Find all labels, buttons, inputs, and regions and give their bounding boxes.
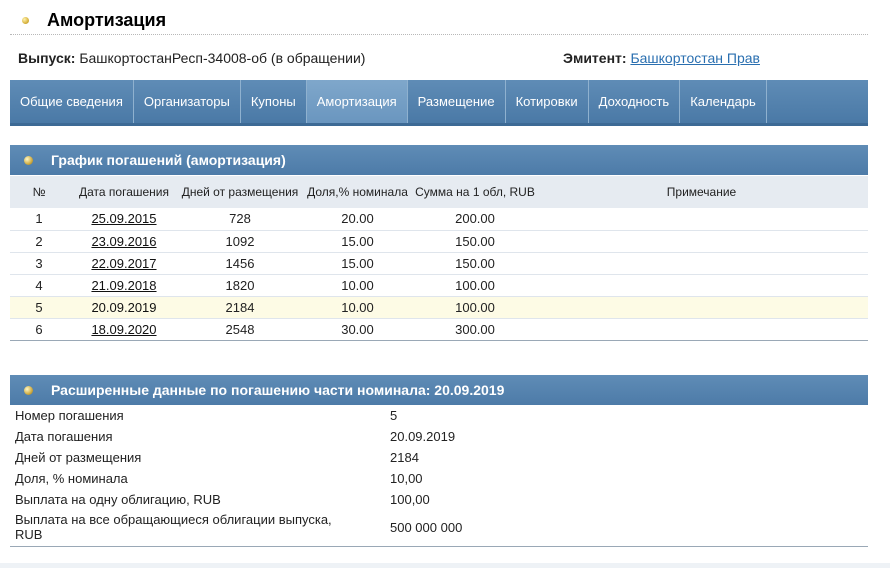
row-note xyxy=(535,318,868,340)
date-link[interactable]: 21.09.2018 xyxy=(91,277,157,293)
schedule-header xyxy=(10,145,868,175)
row-days: 1820 xyxy=(180,274,300,296)
table-row xyxy=(10,230,868,252)
row-days: 728 xyxy=(180,208,300,230)
row-note xyxy=(535,208,868,230)
col-days: Дней от размещения xyxy=(180,176,300,208)
details-title: Расширенные данные по погашению части номинала: 20.09.2019 xyxy=(51,382,505,398)
row-share: 15.00 xyxy=(300,252,415,274)
detail-value: 500 000 000 xyxy=(390,519,463,535)
row-num: 1 xyxy=(10,208,68,230)
page-header xyxy=(22,8,166,32)
row-amount: 150.00 xyxy=(415,230,535,252)
detail-label: Выплата на одну облигацию, RUB xyxy=(15,492,221,507)
page-title: Амортизация xyxy=(47,9,167,30)
row-note xyxy=(535,274,868,296)
row-note xyxy=(535,296,868,318)
detail-row xyxy=(10,489,868,510)
details-divider xyxy=(10,546,868,547)
tab-general[interactable]: Общие сведения xyxy=(10,80,134,123)
table-row xyxy=(10,208,868,230)
detail-value: 2184 xyxy=(390,450,419,465)
details-header xyxy=(10,375,868,405)
date-link[interactable]: 22.09.2017 xyxy=(91,255,157,271)
detail-value: 20.09.2019 xyxy=(390,429,456,444)
issue-info xyxy=(18,50,365,66)
row-num: 2 xyxy=(10,230,68,252)
detail-label: Дата погашения xyxy=(15,429,113,444)
detail-value: 5 xyxy=(390,408,398,423)
row-num: 4 xyxy=(10,274,68,296)
row-num: 6 xyxy=(10,318,68,340)
detail-row xyxy=(10,426,868,447)
details-table xyxy=(10,405,868,544)
detail-label: Номер погашения xyxy=(15,408,124,423)
row-share: 15.00 xyxy=(300,230,415,252)
row-num: 3 xyxy=(10,252,68,274)
detail-value: 10,00 xyxy=(390,471,423,486)
title-divider xyxy=(10,34,868,35)
table-header-row xyxy=(10,176,868,208)
row-days: 2548 xyxy=(180,318,300,340)
tab-quotes[interactable]: Котировки xyxy=(506,80,589,123)
detail-row xyxy=(10,510,868,544)
row-amount: 200.00 xyxy=(415,208,535,230)
row-amount: 300.00 xyxy=(415,318,535,340)
date-text: 20.09.2019 xyxy=(91,299,157,315)
schedule-table xyxy=(10,176,868,341)
schedule-title: График погашений (амортизация) xyxy=(51,152,286,168)
row-amount: 100.00 xyxy=(415,274,535,296)
row-amount: 150.00 xyxy=(415,252,535,274)
issuer-label: Эмитент: xyxy=(563,50,627,66)
tab-coupons[interactable]: Купоны xyxy=(241,80,307,123)
detail-label: Выплата на все обращающиеся облигации выпуска, RUB xyxy=(15,512,332,542)
detail-label: Доля, % номинала xyxy=(15,471,128,486)
row-share: 30.00 xyxy=(300,318,415,340)
table-row xyxy=(10,274,868,296)
bullet-icon xyxy=(24,386,33,395)
row-share: 20.00 xyxy=(300,208,415,230)
col-num: № xyxy=(10,176,68,208)
detail-value: 100,00 xyxy=(390,492,430,507)
footer-strip xyxy=(0,563,890,568)
row-days: 1456 xyxy=(180,252,300,274)
col-amount: Сумма на 1 обл, RUB xyxy=(415,176,535,208)
row-share: 10.00 xyxy=(300,296,415,318)
issue-label: Выпуск: xyxy=(18,50,76,66)
tab-placement[interactable]: Размещение xyxy=(408,80,506,123)
col-share: Доля,% номинала xyxy=(300,176,415,208)
issue-value: БашкортостанРесп-34008-об (в обращении) xyxy=(79,50,366,66)
bullet-icon xyxy=(22,17,29,24)
tab-calendar[interactable]: Календарь xyxy=(680,80,767,123)
bullet-icon xyxy=(24,156,33,165)
date-link[interactable]: 23.09.2016 xyxy=(91,233,157,249)
tab-organizers[interactable]: Организаторы xyxy=(134,80,241,123)
row-days: 2184 xyxy=(180,296,300,318)
table-row xyxy=(10,252,868,274)
issuer-link[interactable]: Башкортостан Прав xyxy=(630,50,760,66)
date-link[interactable]: 18.09.2020 xyxy=(91,321,157,337)
row-num: 5 xyxy=(10,296,68,318)
row-share: 10.00 xyxy=(300,274,415,296)
detail-label: Дней от размещения xyxy=(15,450,142,465)
issuer-info xyxy=(563,50,760,66)
table-row-selected xyxy=(10,296,868,318)
detail-row xyxy=(10,447,868,468)
row-days: 1092 xyxy=(180,230,300,252)
tab-bar xyxy=(10,80,868,126)
row-note xyxy=(535,230,868,252)
tab-yield[interactable]: Доходность xyxy=(589,80,681,123)
detail-row xyxy=(10,405,868,426)
tab-amortization[interactable]: Амортизация xyxy=(307,80,408,123)
row-amount: 100.00 xyxy=(415,296,535,318)
col-date: Дата погашения xyxy=(68,176,180,208)
row-note xyxy=(535,252,868,274)
table-row xyxy=(10,318,868,340)
detail-row xyxy=(10,468,868,489)
col-note: Примечание xyxy=(535,176,868,208)
date-link[interactable]: 25.09.2015 xyxy=(91,211,157,227)
